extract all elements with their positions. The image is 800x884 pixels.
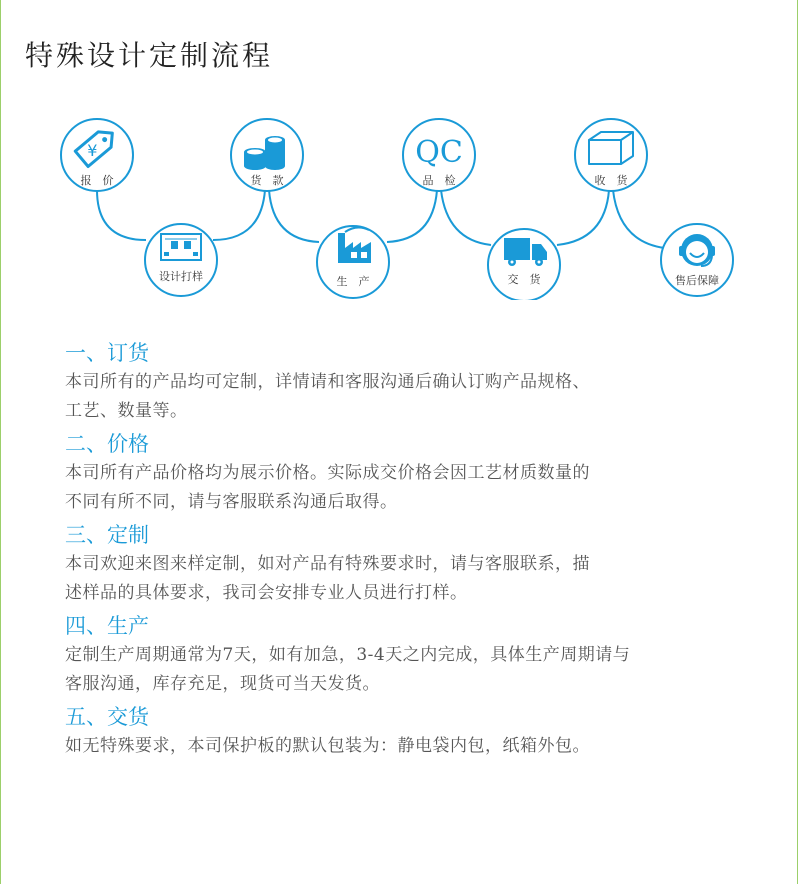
section-heading: 四、生产 bbox=[65, 614, 149, 638]
flow-step-production bbox=[317, 226, 389, 298]
flow-step-quote bbox=[61, 119, 133, 191]
flow-step-label: 收 货 bbox=[594, 174, 628, 187]
section-text bbox=[65, 368, 775, 426]
section-line: 述样品的具体要求，我司会安排专业人员进行打样。 bbox=[65, 583, 468, 603]
section-line: 本司欢迎来图来样定制，如对产品有特殊要求时，请与客服联系，描 bbox=[65, 554, 590, 574]
section-text bbox=[65, 732, 775, 761]
section-line: 如无特殊要求，本司保护板的默认包装为：静电袋内包，纸箱外包。 bbox=[65, 736, 590, 756]
section-custom bbox=[65, 520, 775, 608]
info-sections bbox=[65, 338, 775, 764]
section-heading: 一、订货 bbox=[65, 341, 149, 365]
section-heading: 二、价格 bbox=[65, 432, 149, 456]
section-line: 本司所有产品价格均为展示价格。实际成交价格会因工艺材质数量的 bbox=[65, 463, 590, 483]
flow-step-design bbox=[145, 224, 217, 296]
section-heading: 五、交货 bbox=[65, 705, 149, 729]
connector-arc bbox=[441, 190, 491, 245]
connector-arc bbox=[613, 190, 665, 248]
connector-arc bbox=[387, 190, 437, 242]
qc-icon: QC bbox=[415, 135, 463, 170]
flow-step-payment bbox=[231, 119, 303, 191]
process-flow-diagram bbox=[1, 100, 800, 300]
section-line: 不同有所不同，请与客服联系沟通后取得。 bbox=[65, 492, 398, 512]
flow-step-label: 生 产 bbox=[336, 275, 370, 288]
yen-symbol: ¥ bbox=[87, 140, 98, 160]
section-line: 本司所有的产品均可定制，详情请和客服沟通后确认订购产品规格、 bbox=[65, 372, 590, 392]
flow-step-qc bbox=[403, 119, 475, 191]
flow-step-delivery bbox=[488, 229, 560, 300]
section-price bbox=[65, 429, 775, 517]
flow-step-label: 交 货 bbox=[507, 273, 541, 286]
section-text bbox=[65, 459, 775, 517]
flow-step-label: 报 价 bbox=[80, 174, 114, 187]
connector-arc bbox=[269, 190, 319, 242]
section-delivery bbox=[65, 702, 775, 761]
page-title: 特殊设计定制流程 bbox=[25, 39, 274, 72]
section-line: 客服沟通，库存充足，现货可当天发货。 bbox=[65, 674, 380, 694]
section-line: 定制生产周期通常为7天，如有加急，3-4天之内完成，具体生产周期请与 bbox=[65, 645, 631, 665]
flow-step-label: 货 款 bbox=[250, 174, 284, 187]
connector-arc bbox=[557, 190, 609, 245]
flow-step-label: 设计打样 bbox=[159, 270, 203, 283]
flow-step-label: 售后保障 bbox=[675, 274, 719, 287]
section-line: 工艺、数量等。 bbox=[65, 401, 188, 421]
section-order bbox=[65, 338, 775, 426]
section-text bbox=[65, 550, 775, 608]
flow-step-label: 品 检 bbox=[422, 174, 456, 187]
connector-arc bbox=[97, 190, 146, 240]
flow-step-receive bbox=[575, 119, 647, 191]
section-production bbox=[65, 611, 775, 699]
section-heading: 三、定制 bbox=[65, 523, 149, 547]
section-text bbox=[65, 641, 775, 699]
connector-arc bbox=[213, 190, 265, 240]
flow-step-after-sales bbox=[661, 224, 733, 296]
